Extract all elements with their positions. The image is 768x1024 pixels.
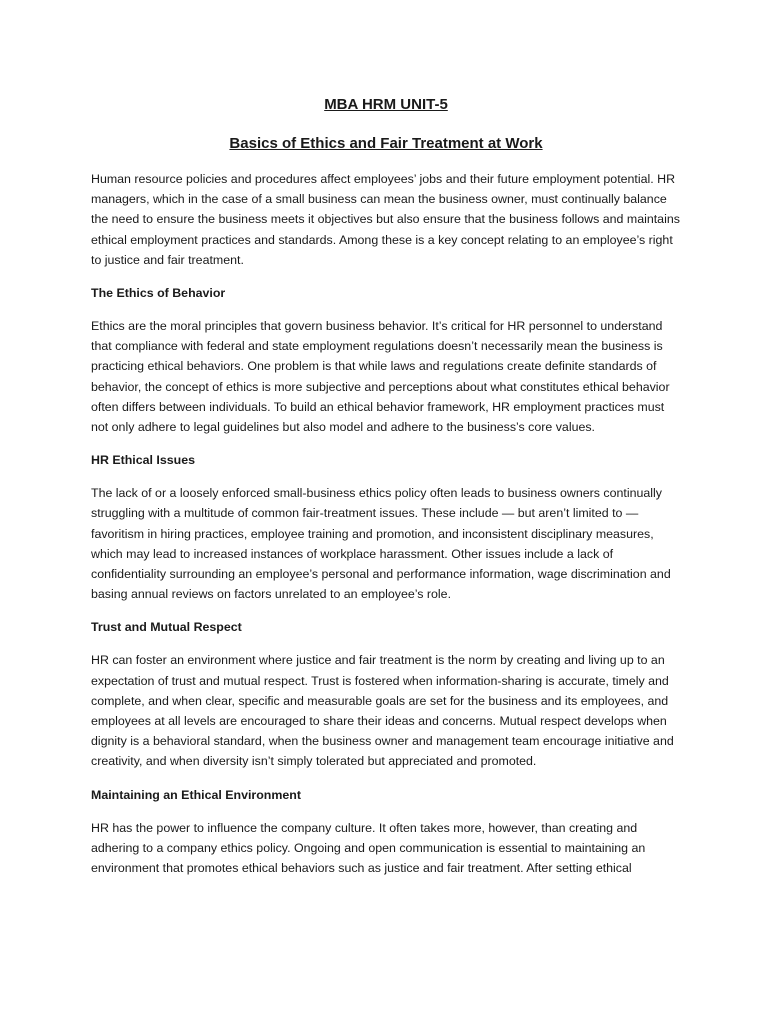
intro-paragraph: Human resource policies and procedures affect employees’ jobs and their future employment potential. HR managers, which in the case of a small business can mean the business owner, must continually balance the need to ensure the business meets it objectives but also ensure that the business follows and maintains ethical employment practices and standards. Among these is a key concept relating to an employee’s right to justice and fair treatment.: [91, 172, 680, 267]
section-heading-trust-mutual-respect: Trust and Mutual Respect: [91, 620, 242, 635]
section-heading-hr-ethical-issues: HR Ethical Issues: [91, 453, 195, 468]
document-subtitle: Basics of Ethics and Fair Treatment at Work: [229, 135, 543, 152]
section-body-maintaining-ethical-environment: HR has the power to influence the company culture. It often takes more, however, than creating and adhering to a company ethics policy. Ongoing and open communication is essential to maintaining an environment that promotes ethical behaviors such as justice and fair treatment. After setting ethical: [91, 820, 646, 876]
document-title: MBA HRM UNIT-5: [324, 96, 448, 113]
section-body-hr-ethical-issues: The lack of or a loosely enforced small-business ethics policy often leads to business owners continually struggling with a multitude of common fair-treatment issues. These include — but aren’t limited to — favoritism in hiring practices, employee training and promotion, and inconsistent disciplinary measures, which may lead to increased instances of workplace harassment. Other issues include a lack of confidentiality surrounding an employee’s personal and performance information, wage discrimination and basing annual reviews on factors unrelated to an employee’s role.: [91, 486, 671, 602]
section-body-ethics-of-behavior: Ethics are the moral principles that govern business behavior. It’s critical for HR personnel to understand that compliance with federal and state employment regulations doesn’t necessarily mean the business is practicing ethical behaviors. One problem is that while laws and regulations create definite standards of behavior, the concept of ethics is more subjective and perceptions about what constitutes ethical behavior often differs between individuals. To build an ethical behavior framework, HR employment practices must not only adhere to legal guidelines but also model and adhere to the business’s core values.: [91, 319, 670, 435]
section-heading-ethics-of-behavior: The Ethics of Behavior: [91, 286, 226, 301]
document-content: [91, 95, 681, 891]
section-heading-maintaining-ethical-environment: Maintaining an Ethical Environment: [91, 787, 301, 802]
section-body-trust-mutual-respect: HR can foster an environment where justice and fair treatment is the norm by creating and living up to an expectation of trust and mutual respect. Trust is fostered when information-sharing is accurate, timely and complete, and when clear, specific and measurable goals are set for the business and its employees, and employees at all levels are encouraged to share their ideas and concerns. Mutual respect develops when dignity is a behavioral standard, when the business owner and management team encourage initiative and creativity, and when diversity isn’t simply tolerated but appreciated and promoted.: [91, 653, 674, 769]
